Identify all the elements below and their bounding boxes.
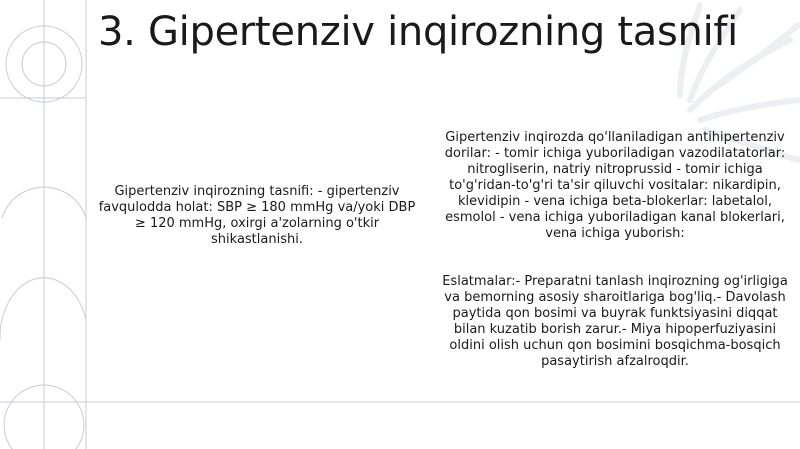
arc-outline-lower [0, 278, 86, 340]
right-text-block [440, 130, 790, 370]
paragraph-spacer [440, 242, 790, 274]
slide-title: 3. Gipertenziv inqirozning tasnifi [98, 9, 738, 55]
right-paragraph-notes: Eslatmalar:- Preparatni tanlash inqirozning og'irligiga va bemorning asosiy sharoitlariga bog'liq.- Davolash paytida qon bosimi va buyrak funktsiyasini diqqat bilan kuzatib borish zarur.- Miya hipoperfuziyasini oldini olish uchun qon bosimini bosqichma-bosqich pasaytirish afzalroqdir. [442, 274, 788, 369]
right-paragraph-drugs: Gipertenziv inqirozda qo'llaniladigan antihipertenziv dorilar: - tomir ichiga yuboriladigan vazodilatatorlar: nitrogliserin, natriy nitroprussid - tomir ichiga to'g'ridan-to'g'ri ta'sir qiluvchi vositalar: nikardipin, klevidipin - vena ichiga beta-blokerlar: labetalol, esmolol - vena ichiga yuboriladigan kanal blokerlari, vena ichiga yuborish: [444, 130, 786, 241]
left-text-block: Gipertenziv inqirozning tasnifi: - gipertenziv favqulodda holat: SBP ≥ 180 mmHg va/yoki DBP ≥ 120 mmHg, oxirgi a'zolarning o'tkir shikastlanishi. [98, 184, 416, 247]
